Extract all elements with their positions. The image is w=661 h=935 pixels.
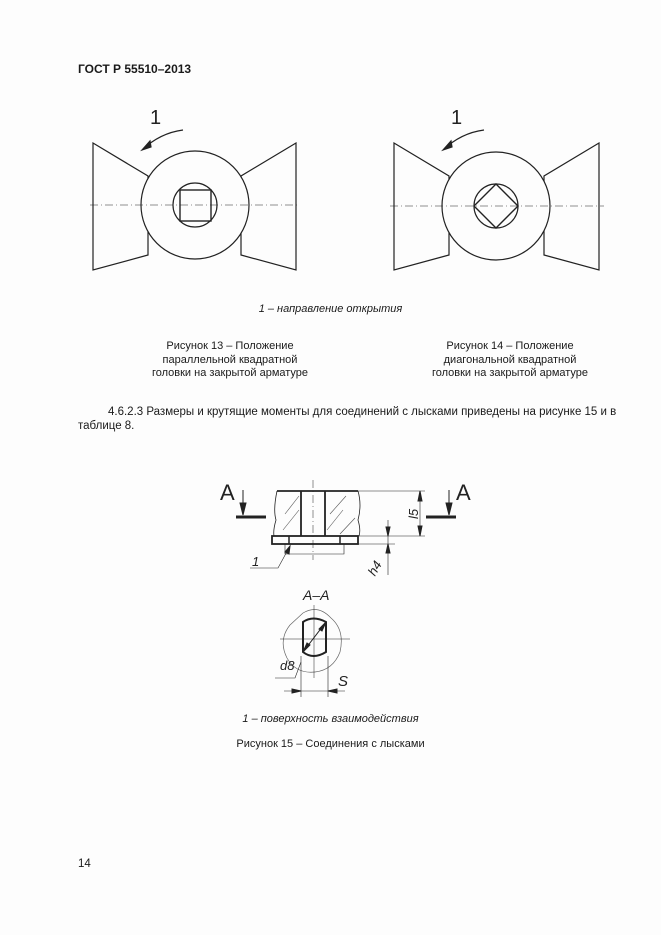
caption-13-line: параллельной квадратной [162,353,298,366]
svg-text:l5: l5 [406,508,421,519]
document-header: ГОСТ Р 55510–2013 [78,62,192,76]
section-mark-left: A [220,480,235,505]
caption-14-line: Рисунок 14 – Положение [446,340,574,352]
svg-text:1: 1 [252,554,260,569]
caption-figure-14 [410,340,610,381]
figure-15-legend: 1 – поверхность взаимодействия [242,713,419,725]
page-number: 14 [78,858,91,870]
section-mark-right: A [456,480,471,505]
paragraph-4-6-2-3 [78,405,618,433]
caption-13-line: Рисунок 13 – Положение [166,340,294,352]
figure-13-drawing [90,130,300,270]
caption-14-line: головки на закрытой арматуре [431,367,589,379]
caption-13-line: головки на закрытой арматуре [151,367,309,379]
svg-text:h4: h4 [364,558,385,579]
caption-figure-13 [130,340,330,381]
caption-14-line: диагональной квадратной [443,353,577,366]
paragraph-line: 4.6.2.3 Размеры и крутящие моменты для соединений с лысками приведены на рисунке 15 и в [108,406,617,418]
arrow-label-13: 1 [150,107,162,129]
paragraph-line: таблице 8. [78,420,135,432]
arrow-label-14: 1 [451,107,463,129]
figure-15-drawing [236,480,456,697]
svg-text:A–A: A–A [303,587,330,603]
caption-figure-15: Рисунок 15 – Соединения с лысками [236,738,425,750]
svg-text:S: S [338,673,349,690]
figure-14-drawing [390,130,604,270]
svg-text:d8: d8 [280,658,295,673]
figure-13-14-legend: 1 – направление открытия [258,303,403,315]
